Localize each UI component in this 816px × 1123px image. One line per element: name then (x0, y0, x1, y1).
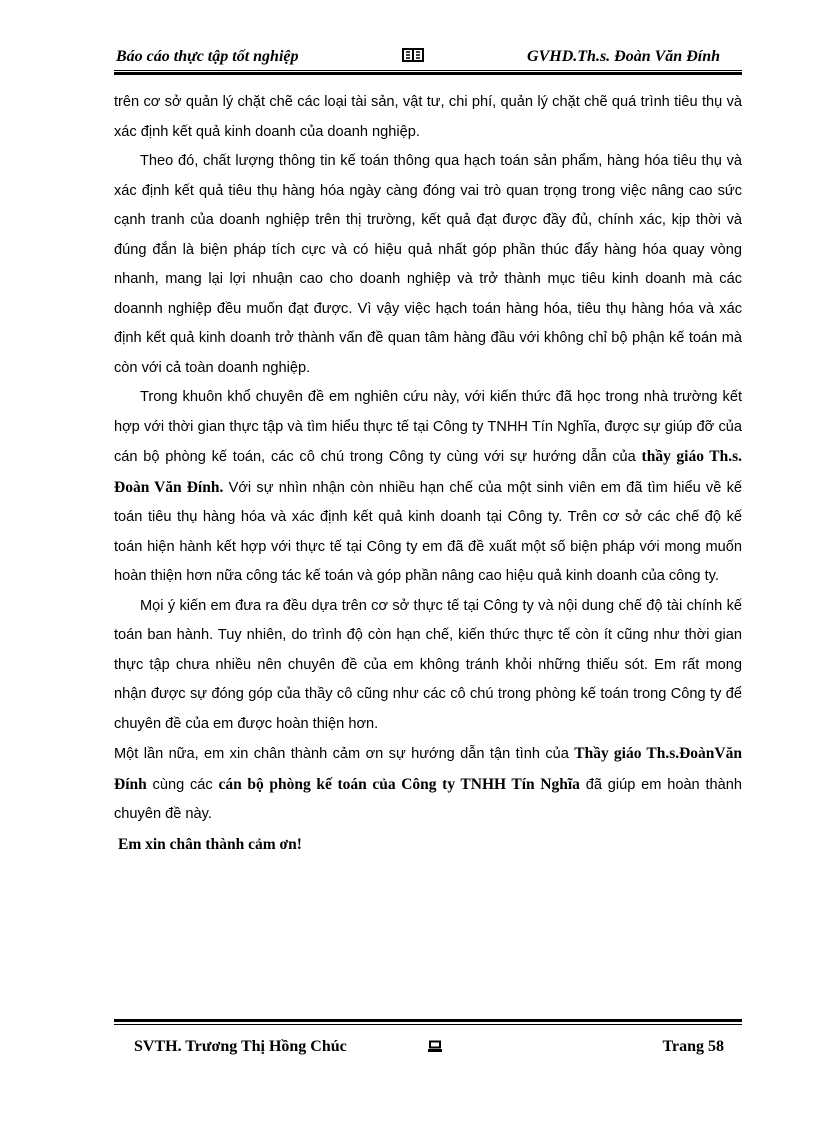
paragraph-5-bold-2: cán bộ phòng kế toán của Công ty TNHH Tín Nghĩa (218, 775, 580, 793)
footer-divider-thin (114, 1024, 742, 1025)
page-header (114, 46, 742, 70)
page-number: Trang 58 (662, 1038, 724, 1055)
book-icon (402, 48, 424, 67)
paragraph-2: Theo đó, chất lượng thông tin kế toán thông qua hạch toán sản phẩm, hàng hóa tiêu thụ và xác định kết quả tiêu thụ hàng hóa ngày càng đóng vai trò quan trọng trong việc nâng cao sức cạnh tranh của doanh nghiệp trên thị trường, kết quả đạt được đầy đủ, chính xác, kịp thời và đúng đắn là biện pháp tích cực và có hiệu quả nhất góp phần thúc đẩy hàng hóa quay vòng nhanh, mang lại lợi nhuận cao cho doanh nghiệp và trở thành mục tiêu kinh doanh mà các doannh nghiệp đều muốn đạt được. Vì vậy việc hạch toán hàng hóa, tiêu thụ hàng hóa và xác định kết quả kinh doanh trở thành vấn đề quan tâm hàng đầu với không chỉ bộ phận kế toán mà còn với cả toàn doanh nghiệp. (114, 153, 742, 376)
paragraph-5 (114, 739, 742, 830)
header-title: Báo cáo thực tập tốt nghiệp (116, 48, 299, 65)
paragraph-3-text-b: Với sự nhìn nhận còn nhiều hạn chế của một sinh viên em đã tìm hiểu về kế toán tiêu thụ hàng hóa và xác định kết quả kinh doanh tại Công ty. Trên cơ sở các chế độ kế toán hiện hành kết hợp với thực tế tại Công ty em đã đề xuất một số biện pháp với mong muốn hoàn thiện hơn nữa công tác kế toán và góp phần nâng cao hiệu quả kinh doanh của công ty. (114, 479, 743, 584)
paragraph-5-text-c: đã giúp em hoàn thành chuyên đề này. (114, 776, 742, 822)
paragraph-3 (114, 383, 742, 592)
footer-divider-thick (114, 1019, 742, 1022)
header-divider-thin (114, 70, 742, 71)
paragraph-1: trên cơ sở quản lý chặt chẽ các loại tài sản, vật tư, chi phí, quản lý chặt chẽ quá trình tiêu thụ và xác định kết quả kinh doanh của doanh nghiệp. (114, 94, 742, 140)
paragraph-5-text-b: cùng các (146, 776, 219, 793)
paragraph-5-text-a: Một lần nữa, em xin chân thành cảm ơn sự hướng dẫn tận tình của (114, 746, 575, 762)
paragraph-5-bold-1: Thầy giáo Th.s.ĐoànVăn Đính (114, 745, 742, 793)
paragraph-3-text-a: Trong khuôn khổ chuyên đề em nghiên cứu này, với kiến thức đã học trong nhà trường kết hợp với thời gian thực tập và tìm hiểu thực tế tại Công ty TNHH Tín Nghĩa, được sự giúp đỡ của cán bộ phòng kế toán, các cô chú trong Công ty cùng với sự hướng dẫn của (114, 389, 742, 465)
closing-line: Em xin chân thành cảm ơn! (118, 835, 302, 853)
computer-icon (428, 1040, 442, 1057)
header-divider-thick (114, 72, 742, 75)
header-supervisor: GVHD.Th.s. Đoàn Văn Đính (527, 48, 720, 65)
paragraph-4: Mọi ý kiến em đưa ra đều dựa trên cơ sở thực tế tại Công ty và nội dung chế độ tài chính kế toán ban hành. Tuy nhiên, do trình độ còn hạn chế, kiến thức thực tế còn ít cũng như thời gian thực tập chưa nhiều nên chuyên đề của em không tránh khỏi những thiếu sót. Em rất mong nhận được sự đóng góp của thầy cô cũng như các cô chú trong phòng kế toán trong Công ty để chuyên đề của em được hoàn thiện hơn. (114, 597, 742, 732)
paragraph-3-bold: thầy giáo Th.s. Đoàn Văn Đính. (114, 448, 742, 496)
document-body (114, 88, 742, 859)
footer-student: SVTH. Trương Thị Hồng Chúc (134, 1038, 347, 1055)
